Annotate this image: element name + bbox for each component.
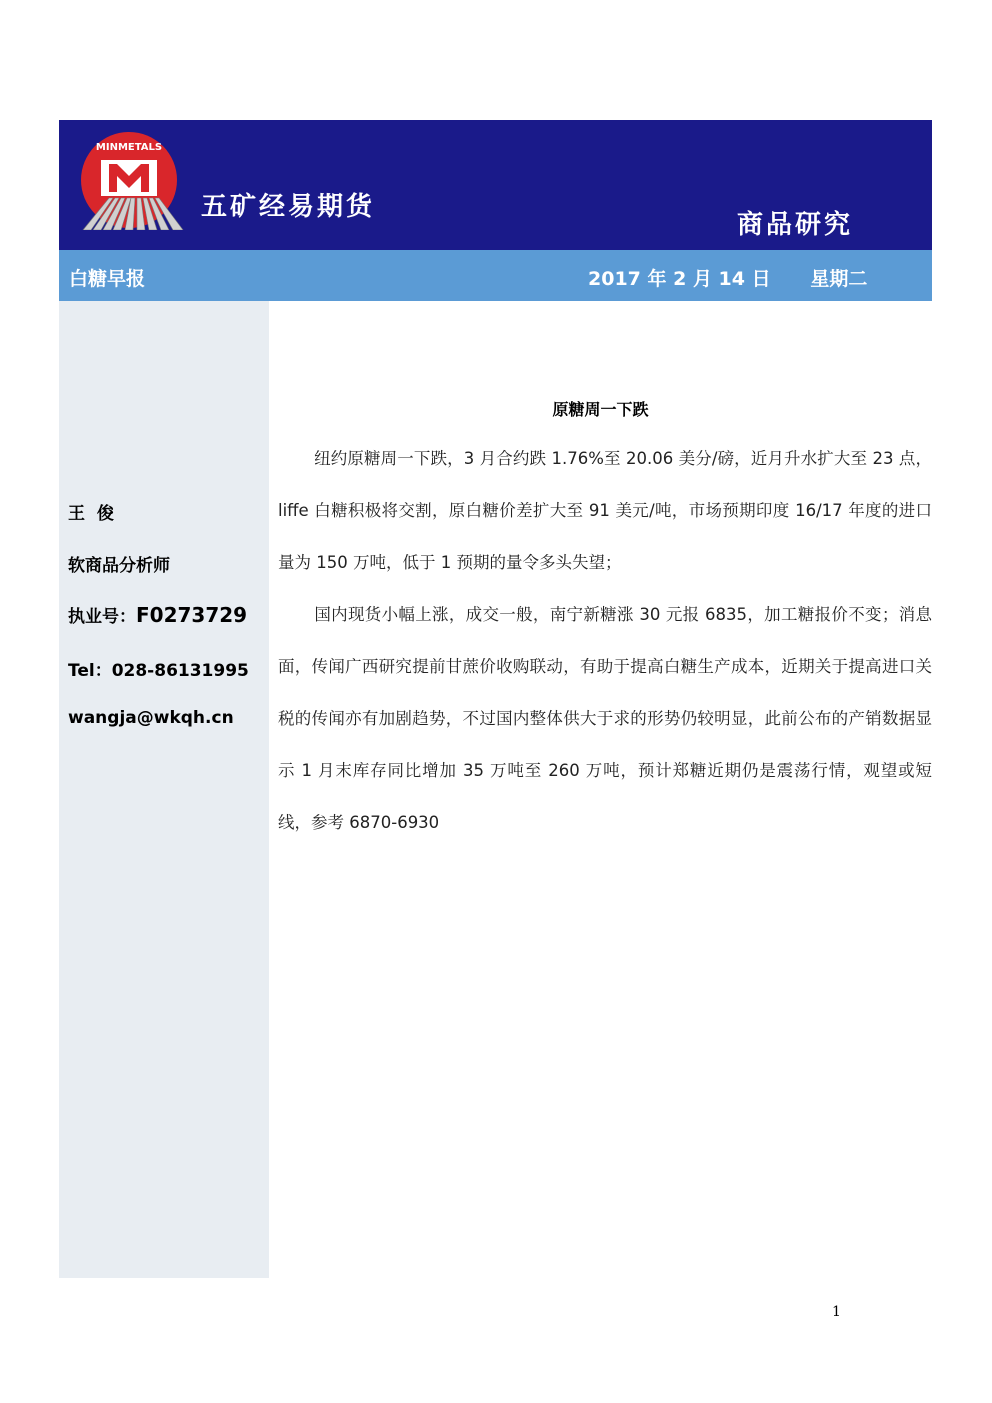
report-date	[588, 264, 867, 291]
analyst-email: wangja@wkqh.cn	[68, 708, 234, 728]
date-text: 2017 年 2 月 14 日	[588, 268, 771, 290]
header-band	[59, 120, 932, 250]
report-name: 白糖早报	[69, 268, 146, 290]
article-paragraph-2	[278, 589, 932, 849]
minmetals-logo	[79, 130, 189, 240]
paragraph-2-text: 国内现货小幅上涨，成交一般，南宁新糖涨 30 元报 6835，加工糖报价不变；消息面，传闻广西研究提前甘蔗价收购联动，有助于提高白糖生产成本，近期关于提高进口关税的传闻亦有加剧趋势，不过国内整体供大于求的形势仍较明显，此前公布的产销数据显示 1 月末库存同比增加 35 万吨至 260 万吨，预计郑糖近期仍是震荡行情，观望或短线，参考 6870-6930	[278, 605, 932, 832]
analyst-sidebar	[59, 301, 269, 1278]
article-title: 原糖周一下跌	[552, 400, 649, 419]
company-name: 五矿经易期货	[201, 192, 376, 222]
analyst-name: 王 俊	[68, 504, 114, 524]
license-label: 执业号：	[68, 607, 136, 627]
paragraph-1-text: 纽约原糖周一下跌，3 月合约跌 1.76%至 20.06 美分/磅，近月升水扩大至 23 点，liffe 白糖积极将交割，原白糖价差扩大至 91 美元/吨，市场预期印度 16/17 年度的进口量为 150 万吨，低于 1 预期的量令多头失望；	[278, 449, 932, 572]
license-number: F0273729	[136, 603, 248, 627]
article-paragraph-1	[278, 433, 932, 589]
section-name: 商品研究	[737, 210, 854, 240]
svg-text:MINMETALS: MINMETALS	[95, 142, 163, 153]
analyst-license	[68, 602, 247, 627]
weekday-text: 星期二	[810, 268, 868, 290]
analyst-title: 软商品分析师	[68, 556, 170, 576]
report-title-bar	[59, 250, 932, 301]
page-number: 1	[832, 1304, 841, 1320]
analyst-tel: Tel：028-86131995	[68, 661, 249, 681]
